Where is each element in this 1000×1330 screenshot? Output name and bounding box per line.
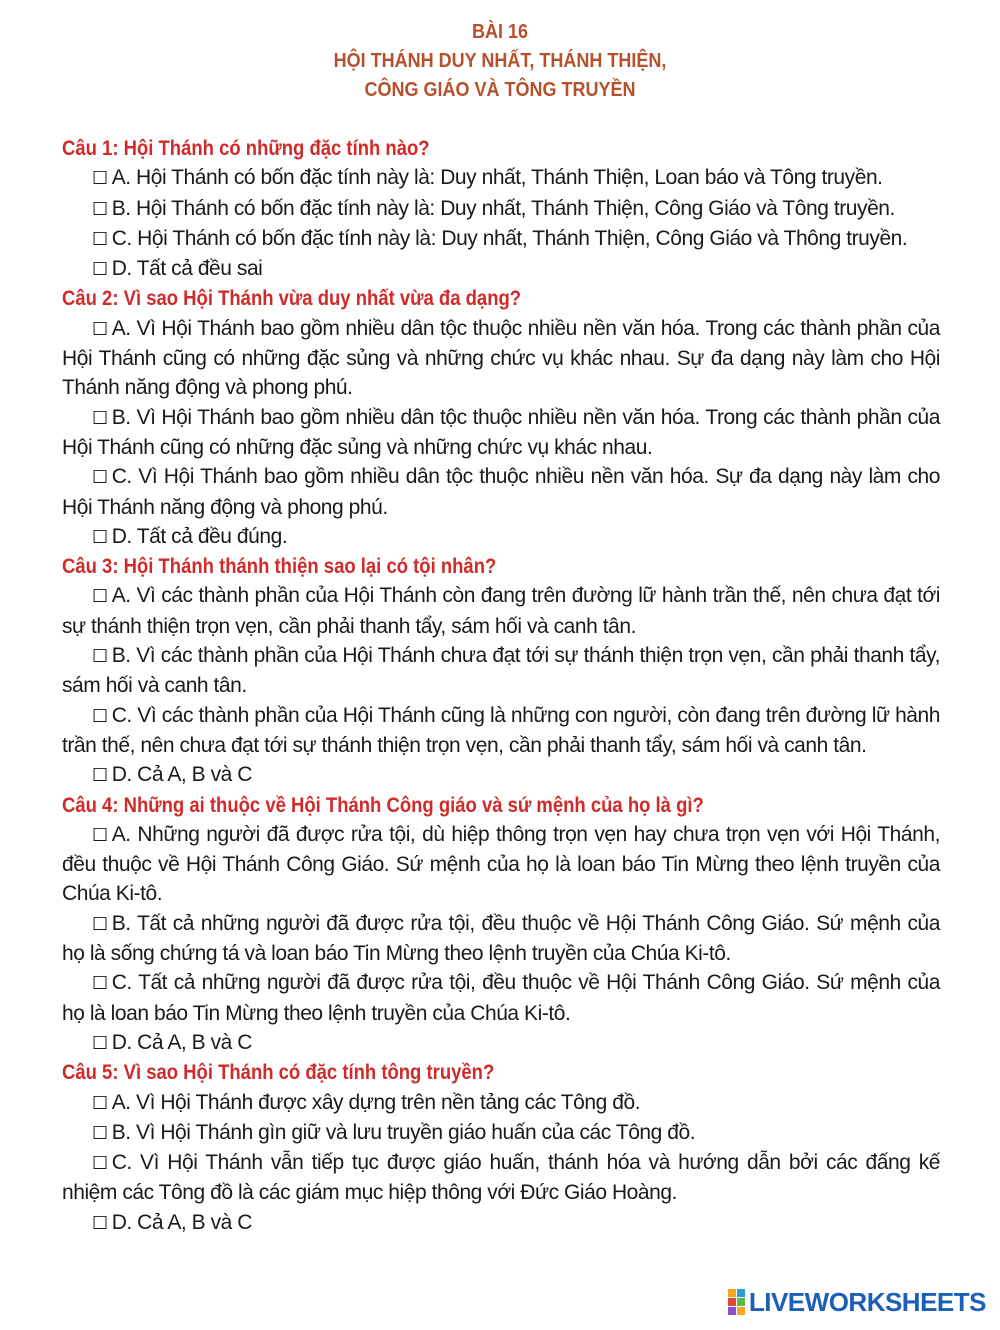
checkbox-icon[interactable]: ☐ [92, 913, 108, 935]
checkbox-icon[interactable]: ☐ [92, 1032, 108, 1054]
checkbox-icon[interactable]: ☐ [92, 526, 108, 548]
answer-option-text: A. Vì các thành phần của Hội Thánh còn đang trên đường lữ hành trần thế, nên chưa đạt tới sự thánh thiện trọn vẹn, cần phải thanh tẩy, sám hối và canh tân. [62, 584, 940, 638]
checkbox-icon[interactable]: ☐ [92, 198, 108, 220]
answer-option-text: B. Vì Hội Thánh bao gồm nhiều dân tộc thuộc nhiều nền văn hóa. Trong các thành phần của Hội Thánh cũng có những đặc sủng và những chức vụ khác nhau. [62, 405, 940, 459]
checkbox-icon[interactable]: ☐ [92, 646, 108, 668]
answer-option [62, 1088, 940, 1118]
answer-option [62, 1028, 940, 1058]
liveworksheets-brand: LIVEWORKSHEETS [748, 1286, 986, 1317]
checkbox-icon[interactable]: ☐ [92, 705, 108, 727]
answer-option [62, 641, 940, 701]
answer-option-text: D. Cả A, B và C [111, 1030, 252, 1054]
answer-option-text: C. Vì Hội Thánh bao gồm nhiều dân tộc thuộc nhiều nền văn hóa. Sự đa dạng này làm cho Hội Thánh năng động và phong phú. [62, 465, 940, 519]
answer-option-text: B. Vì Hội Thánh gìn giữ và lưu truyền giáo huấn của các Tông đồ. [111, 1120, 696, 1144]
answer-option-text: A. Hội Thánh có bốn đặc tính này là: Duy nhất, Thánh Thiện, Loan báo và Tông truyền. [111, 166, 883, 190]
answer-option-text: C. Vì Hội Thánh vẫn tiếp tục được giáo huấn, thánh hóa và hướng dẫn bởi các đấng kế nhiệm các Tông đồ là các giám mục hiệp thông với Đức Giáo Hoàng. [62, 1151, 940, 1205]
answer-option [62, 968, 940, 1028]
answer-option [62, 909, 940, 969]
answer-option [62, 194, 940, 224]
question-title: Câu 1: Hội Thánh có những đặc tính nào? [62, 137, 430, 160]
answer-option-text: A. Vì Hội Thánh được xây dựng trên nền tảng các Tông đồ. [111, 1090, 641, 1114]
checkbox-icon[interactable]: ☐ [92, 1092, 108, 1114]
answer-option [62, 1118, 940, 1148]
answer-option-text: B. Tất cả những người đã được rửa tội, đều thuộc về Hội Thánh Công Giáo. Sứ mệnh của họ là sống chứng tá và loan báo Tin Mừng theo lệnh truyền của Chúa Ki-tô. [62, 911, 940, 966]
answer-option-text: D. Cả A, B và C [111, 763, 252, 787]
answer-option-text: C. Tất cả những người đã được rửa tội, đều thuộc về Hội Thánh Công Giáo. Sứ mệnh của họ là loan báo Tin Mừng theo lệnh truyền của Chúa Ki-tô. [62, 971, 940, 1025]
answer-option [62, 403, 940, 463]
checkbox-icon[interactable]: ☐ [92, 1153, 108, 1175]
answer-option [62, 581, 940, 641]
question-title: Câu 4: Những ai thuộc về Hội Thánh Công giáo và sứ mệnh của họ là gì? [62, 793, 704, 817]
answer-option-text: D. Tất cả đều sai [111, 257, 263, 281]
quiz-content [62, 134, 940, 1238]
checkbox-icon[interactable]: ☐ [92, 318, 108, 340]
answer-option [62, 522, 940, 552]
answer-option [62, 820, 940, 909]
question-title: Câu 5: Vì sao Hội Thánh có đặc tính tông truyền? [62, 1061, 495, 1085]
answer-option [62, 1148, 940, 1208]
checkbox-icon[interactable]: ☐ [92, 228, 108, 250]
answer-option-text: B. Vì các thành phần của Hội Thánh chưa đạt tới sự thánh thiện trọn vẹn, cần phải thanh tẩy, sám hối và canh tân. [62, 644, 940, 698]
checkbox-icon[interactable]: ☐ [92, 586, 108, 608]
checkbox-icon[interactable]: ☐ [92, 407, 108, 429]
checkbox-icon[interactable]: ☐ [92, 1122, 108, 1144]
answer-option [62, 1208, 940, 1238]
answer-option [62, 254, 940, 284]
question-title: Câu 3: Hội Thánh thánh thiện sao lại có tội nhân? [62, 555, 497, 579]
answer-option [62, 163, 940, 193]
checkbox-icon[interactable]: ☐ [92, 467, 108, 489]
checkbox-icon[interactable]: ☐ [92, 973, 108, 995]
answer-option [62, 314, 940, 403]
liveworksheets-logo [728, 1288, 986, 1316]
lesson-number: BÀI 16 [471, 21, 529, 43]
answer-option-text: B. Hội Thánh có bốn đặc tính này là: Duy nhất, Thánh Thiện, Công Giáo và Tông truyền. [111, 196, 895, 220]
checkbox-icon[interactable]: ☐ [92, 765, 108, 787]
liveworksheets-logo-icon [728, 1289, 745, 1315]
answer-option-text: C. Hội Thánh có bốn đặc tính này là: Duy nhất, Thánh Thiện, Công Giáo và Thông truyền. [111, 226, 908, 250]
checkbox-icon[interactable]: ☐ [92, 1212, 108, 1234]
answer-option-text: D. Cả A, B và C [111, 1210, 252, 1234]
checkbox-icon[interactable]: ☐ [92, 824, 108, 846]
answer-option [62, 462, 940, 522]
answer-option [62, 760, 940, 790]
question-title: Câu 2: Vì sao Hội Thánh vừa duy nhất vừa đa dạng? [62, 287, 522, 311]
lesson-title-line-1: HỘI THÁNH DUY NHẤT, THÁNH THIỆN, [333, 50, 667, 72]
worksheet-header [50, 18, 950, 105]
checkbox-icon[interactable]: ☐ [92, 168, 108, 190]
answer-option [62, 701, 940, 761]
checkbox-icon[interactable]: ☐ [92, 259, 108, 281]
answer-option-text: A. Vì Hội Thánh bao gồm nhiều dân tộc thuộc nhiều nền văn hóa. Trong các thành phần của Hội Thánh cũng có những đặc sủng và những chức vụ khác nhau. Sự đa dạng này làm cho Hội Thánh năng động và phong phú. [62, 316, 940, 400]
answer-option [62, 224, 940, 254]
answer-option-text: A. Những người đã được rửa tội, dù hiệp thông trọn vẹn hay chưa trọn vẹn với Hội Thánh, đều thuộc về Hội Thánh Công Giáo. Sứ mệnh của họ là loan báo Tin Mừng theo lệnh truyền của Chúa Ki-tô. [62, 822, 940, 906]
answer-option-text: C. Vì các thành phần của Hội Thánh cũng là những con người, còn đang trên đường lữ hành trần thế, nên chưa đạt tới sự thánh thiện trọn vẹn, cần phải thanh tẩy, sám hối và canh tân. [62, 703, 940, 757]
answer-option-text: D. Tất cả đều đúng. [111, 524, 288, 548]
lesson-title-line-2: CÔNG GIÁO VÀ TÔNG TRUYỀN [364, 79, 636, 101]
